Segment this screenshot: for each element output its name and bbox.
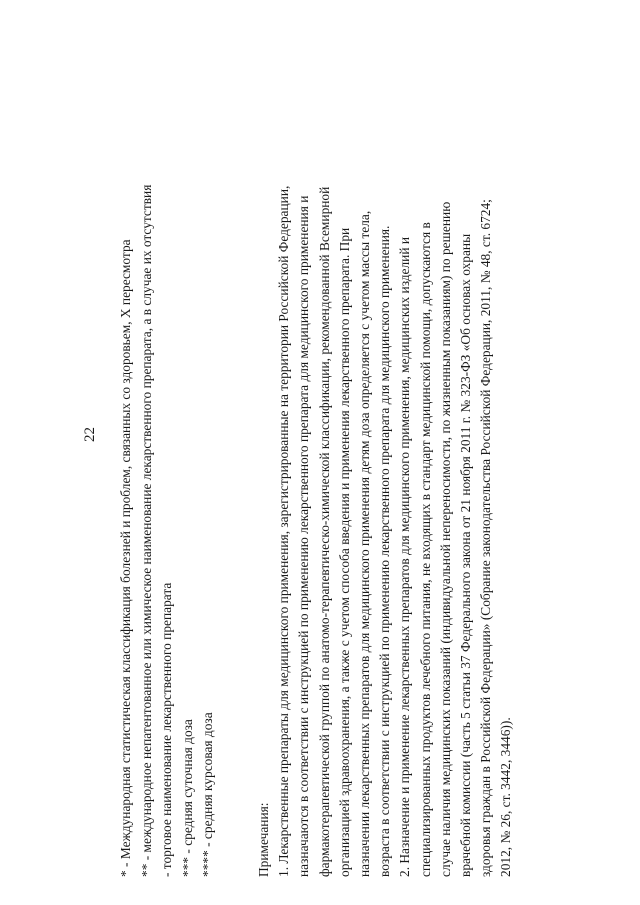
legend-line: - торговое наименование лекарственного препарата	[159, 582, 174, 877]
notes-line: случае наличия медицинских показаний (индивидуальной непереносимости, по жизненным показаниям) по решению	[437, 201, 453, 877]
page-number: 22	[82, 427, 98, 442]
notes-title: Примечания:	[256, 802, 271, 877]
notes-line: врачебной комиссии (часть 5 статьи 37 Федерального закона от 21 ноября 2011 г. № 323-ФЗ «Об основах охраны	[458, 233, 474, 877]
legend-line: ** - международное непатентованное или химическое наименование лекарственного препарата, а в случае их отсутствия	[138, 184, 154, 877]
notes-line: назначаются в соответствии с инструкцией по применению лекарственного препарата для медицинского применения и	[296, 195, 312, 877]
notes-line: 2012, № 26, ст. 3442, 3446)).	[498, 717, 514, 877]
notes-line: назначении лекарственных препаратов для медицинского применения детям доза определяется с учетом массы тела,	[357, 210, 373, 877]
legend-line: * - Международная статистическая классификация болезней и проблем, связанных со здоровьем, X пересмотра	[118, 239, 133, 877]
notes-line: 2. Назначение и применение лекарственных препаратов для медицинского применения, медицинских изделий и	[397, 236, 413, 877]
notes-line: возраста в соответствии с инструкцией по применению лекарственного препарата для медицинского применения.	[377, 225, 393, 877]
notes-line: фармакотерапевтической группой по анатомо-терапевтическо-химической классификации, рекомендованной Всемирной	[316, 186, 332, 877]
notes-line: организацией здравоохранения, а также с учетом способа введения и применения лекарственного препарата. При	[336, 227, 352, 877]
notes-line: специализированных продуктов лечебного питания, не входящих в стандарт медицинской помощи, допускаются в	[417, 222, 433, 877]
notes-line: здоровья граждан в Российской Федерации» (Собрание законодательства Российской Федерации, 2011, № 48, ст. 6724;	[478, 199, 494, 877]
notes-line: 1. Лекарственные препараты для медицинского применения, зарегистрированные на территории Российской Федерации,	[276, 185, 292, 877]
legend	[116, 27, 219, 877]
notes	[254, 27, 517, 877]
rotated-page	[80, 27, 514, 877]
legend-line: *** - средняя суточная доза	[179, 719, 195, 877]
legend-line: **** - средняя курсовая доза	[200, 712, 215, 877]
